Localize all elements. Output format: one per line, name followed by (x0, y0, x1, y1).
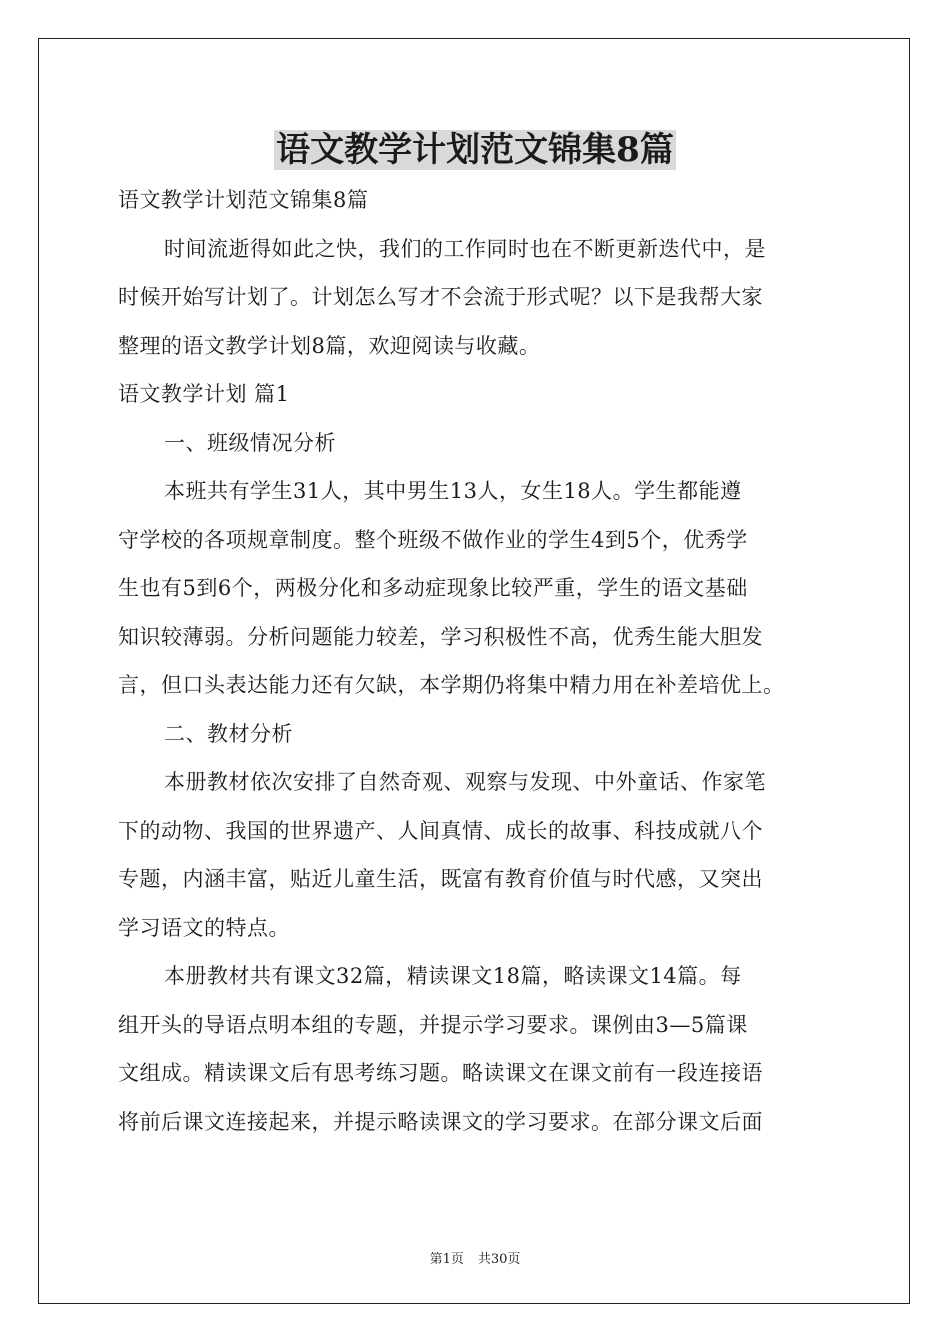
document-title-text: 语文教学计划范文锦集8篇 (276, 130, 674, 170)
paragraph-line: 下的动物、我国的世界遗产、人间真情、成长的故事、科技成就八个 (118, 818, 763, 843)
paragraph-line: 时候开始写计划了。计划怎么写才不会流于形式呢？以下是我帮大家 (118, 285, 763, 309)
subsection-heading: 二、教材分析 (164, 721, 293, 746)
paragraph-line: 守学校的各项规章制度。整个班级不做作业的学生4到5个，优秀学 (118, 527, 748, 552)
page-footer (0, 1248, 950, 1267)
paragraph-line: 将前后课文连接起来，并提示略读课文的学习要求。在部分课文后面 (118, 1109, 763, 1134)
document-title (0, 128, 950, 172)
page-number: 第1页 (429, 1252, 464, 1267)
paragraph-line: 言，但口头表达能力还有欠缺，本学期仍将集中精力用在补差培优上。 (118, 673, 785, 697)
paragraph-line: 组开头的导语点明本组的专题，并提示学习要求。课例由3—5篇课 (118, 1012, 748, 1037)
paragraph-line: 本册教材共有课文32篇，精读课文18篇，略读课文14篇。每 (164, 964, 742, 988)
subsection-heading: 一、班级情况分析 (164, 430, 336, 455)
paragraph-line: 本班共有学生31人，其中男生13人，女生18人。学生都能遵 (164, 479, 742, 503)
paragraph-line: 学习语文的特点。 (118, 915, 290, 940)
paragraph-line: 知识较薄弱。分析问题能力较差，学习积极性不高，优秀生能大胆发 (118, 624, 763, 649)
paragraph-line: 时间流逝得如此之快，我们的工作同时也在不断更新迭代中，是 (164, 236, 766, 261)
page-total: 共30页 (477, 1252, 521, 1267)
paragraph-line: 专题，内涵丰富，贴近儿童生活，既富有教育价值与时代感，又突出 (118, 867, 763, 891)
section-heading: 语文教学计划 篇1 (118, 382, 290, 406)
paragraph-line: 整理的语文教学计划8篇，欢迎阅读与收藏。 (118, 333, 541, 358)
document-body (118, 176, 834, 1146)
subtitle-line: 语文教学计划范文锦集8篇 (118, 188, 369, 212)
paragraph-line: 本册教材依次安排了自然奇观、观察与发现、中外童话、作家笔 (164, 770, 766, 794)
paragraph-line: 文组成。精读课文后有思考练习题。略读课文在课文前有一段连接语 (118, 1061, 763, 1085)
paragraph-line: 生也有5到6个，两极分化和多动症现象比较严重，学生的语文基础 (118, 576, 748, 600)
